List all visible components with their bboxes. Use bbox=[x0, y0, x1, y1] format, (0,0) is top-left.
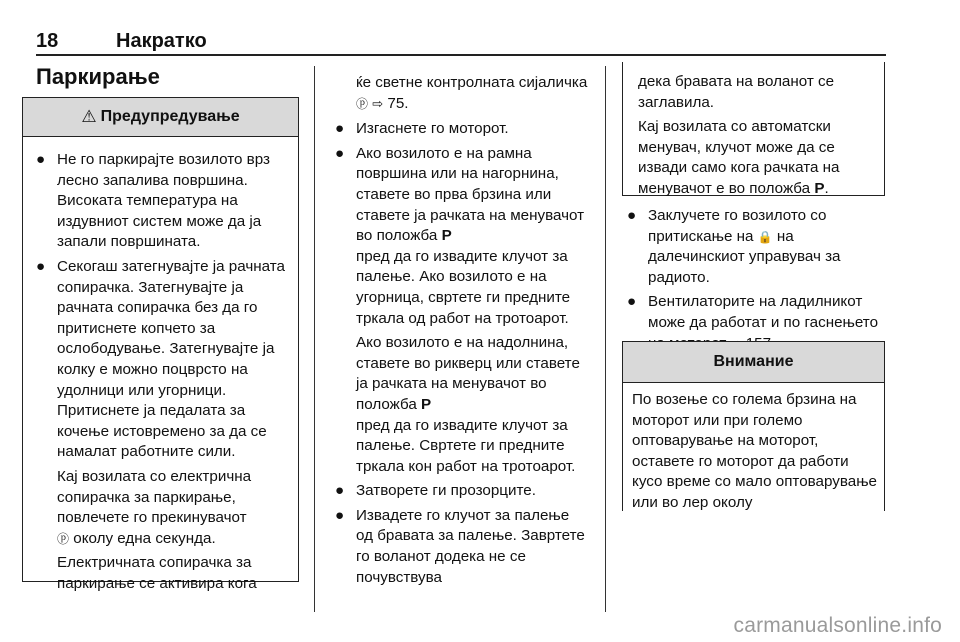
column-divider-2 bbox=[605, 66, 606, 612]
caution-title: Внимание bbox=[713, 353, 794, 370]
list-item: ● Не го паркирајте возилото врз лесно запалива површина. Високата температура на издувниот систем може да ја запали површината. bbox=[36, 151, 270, 251]
list-item: ● Вентилаторите на ладилникот може да работат и по гаснењето bbox=[624, 292, 884, 355]
column-3-list bbox=[624, 206, 884, 359]
list-item: ● Заклучете го возилото со притискање на 🔒 на далечинскиот управувач за радиото. bbox=[627, 207, 841, 286]
column-2 bbox=[332, 73, 590, 592]
list-item: ● Ако возилото е на рамна површина или на нагорнина, ставете во прва брзина или ставете ја рачката на менувачот во положба P пред да го извадите клучот за палење. Ако возилото е на угорница, свртете ги предните тркала од работ на тротоарот. bbox=[335, 144, 585, 327]
ignition-icon: ⓟ bbox=[57, 531, 70, 546]
caution-box bbox=[622, 341, 885, 511]
warning-triangle-icon: ⚠ bbox=[81, 107, 97, 126]
paragraph: дека бравата на воланот се заглавила. bbox=[638, 73, 835, 111]
warning-box bbox=[22, 97, 299, 592]
lock-icon: 🔒 bbox=[757, 229, 773, 244]
watermark: carmanualsonline.info bbox=[733, 614, 942, 637]
caution-box-body bbox=[632, 390, 880, 514]
caution-box-header bbox=[623, 342, 884, 383]
warning-title: Предупредување bbox=[100, 108, 240, 125]
section-title: Накратко bbox=[116, 30, 207, 52]
paragraph: Електричната сопирачка за паркирање се активира кога bbox=[57, 554, 257, 592]
paragraph: Кај возилата со автоматски менувач, клучот може да се извади само кога рачката на менувачот е во положба P. bbox=[638, 118, 840, 197]
paragraph: ќе светне контролната сијаличка ⓟ ⇨ 75. bbox=[356, 74, 588, 112]
warning-box-continued-body bbox=[638, 72, 878, 200]
paragraph: По возење со голема брзина на моторот или при големо оптоварување на моторот, оставете го моторот да работи кусо време со мало оптоварување или во лер околу bbox=[632, 391, 878, 511]
warning-box-header bbox=[23, 98, 298, 137]
list-item: ● Затворете ги прозорците. bbox=[335, 482, 536, 500]
paragraph: Кај возилата со електрична сопирачка за паркирање, повлечете го прекинувачот ⓟ околу една секунда. bbox=[57, 467, 252, 547]
page-number: 18 bbox=[36, 30, 59, 52]
column-divider-1 bbox=[314, 66, 315, 612]
paragraph: Ако возилото е на надолнина, ставете во рикверц или ставете ја рачката на менувачот во положба P пред да го извадите клучот за палење. Свртете ги предните тркала кон работ на тротоарот. bbox=[356, 334, 580, 475]
warning-box-continued bbox=[622, 62, 885, 196]
ignition-icon: ⓟ bbox=[356, 96, 369, 111]
page-title: Паркирање bbox=[36, 64, 160, 89]
warning-box-body bbox=[33, 150, 291, 594]
list-item: ● Извадете го клучот за палење од бравата за палење. Завртете го воланот додека не се почувствува bbox=[335, 506, 585, 586]
list-item: ● Секогаш затегнувајте ја рачната сопирачка. Затегнувајте ја рачната сопирачка без да го притиснете копчето за ослободување. Затегнувајте ја колку е можно поцврсто на удолници или угорници. Притиснете ја педалата за кочење истовремено за да се намалат работните сили. bbox=[36, 257, 285, 461]
list-item: ● Изгаснете го моторот. bbox=[335, 120, 509, 138]
page-ref-arrow-icon: ⇨ bbox=[372, 96, 384, 112]
header-rule bbox=[36, 54, 886, 56]
